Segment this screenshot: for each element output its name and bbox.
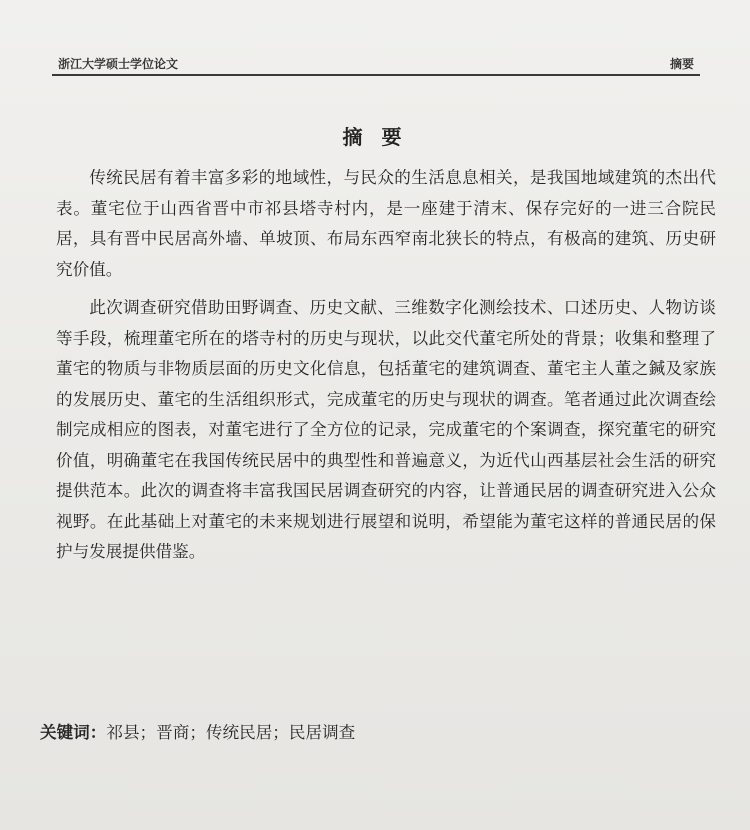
abstract-paragraph-1: 传统民居有着丰富多彩的地域性，与民众的生活息息相关，是我国地域建筑的杰出代表。董宅位于山西省晋中市祁县塔寺村内，是一座建于清末、保存完好的一进三合院民居，具有晋中民居高外墙、单坡顶、布局东西窄南北狭长的特点，有极高的建筑、历史研究价值。 [56,168,716,279]
running-header [58,55,694,75]
keywords-line [40,718,355,748]
page-title: 摘 要 [342,125,408,149]
header-rule [52,74,700,76]
abstract-body [56,163,716,576]
keywords-value: 祁县；晋商；传统民居；民居调查 [106,723,356,742]
header-university-thesis: 浙江大学硕士学位论文 [58,57,179,71]
abstract-paragraph-2: 此次调查研究借助田野调查、历史文献、三维数字化测绘技术、口述历史、人物访谈等手段，梳理董宅所在的塔寺村的历史与现状，以此交代董宅所处的背景；收集和整理了董宅的物质与非物质层面的历史文化信息，包括董宅的建筑调查、董宅主人董之鍼及家族的发展历史、董宅的生活组织形式，完成董宅的历史与现状的调查。笔者通过此次调查绘制完成相应的图表，对董宅进行了全方位的记录，完成董宅的个案调查，探究董宅的研究价值，明确董宅在我国传统民居中的典型性和普遍意义，为近代山西基层社会生活的研究提供范本。此次的调查将丰富我国民居调查研究的内容，让普通民居的调查研究进入公众视野。在此基础上对董宅的未来规划进行展望和说明，希望能为董宅这样的普通民居的保护与发展提供借鉴。 [56,298,716,561]
keywords-label: 关键词： [40,723,107,742]
header-section-name: 摘要 [669,57,694,71]
